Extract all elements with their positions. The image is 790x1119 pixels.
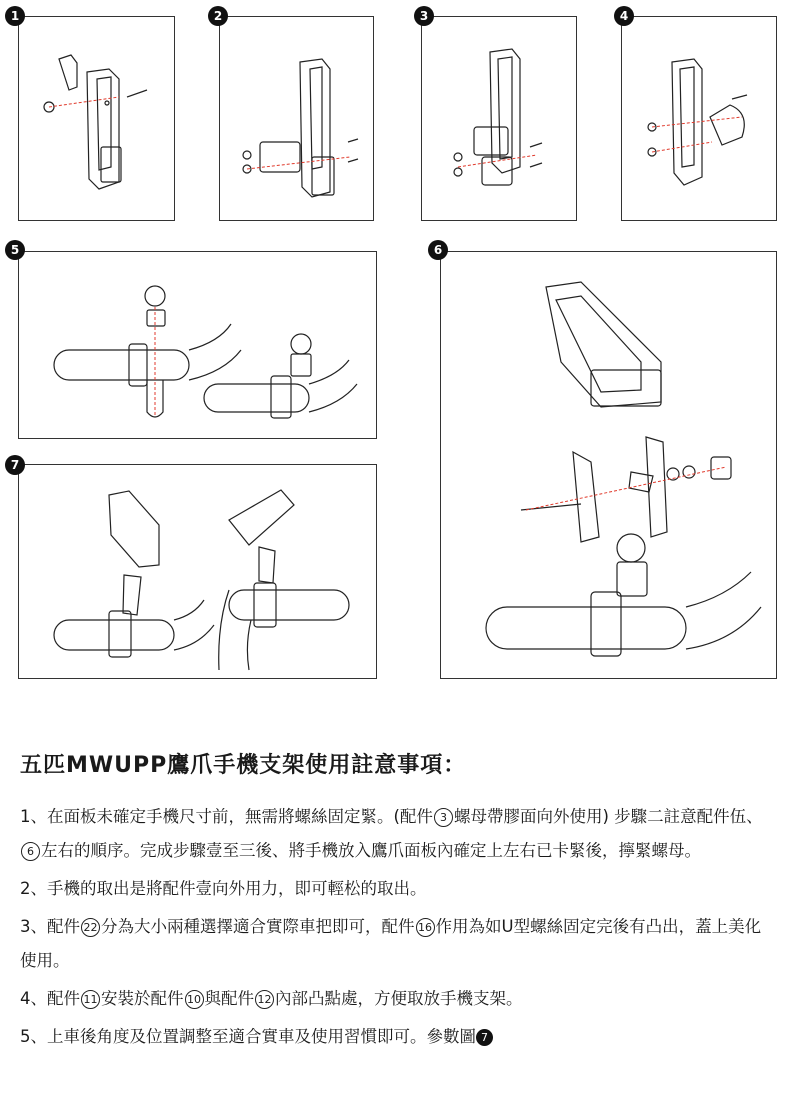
step-5-diagram (19, 252, 376, 438)
step-badge-7: 7 (5, 455, 25, 475)
step-panel-6 (440, 251, 777, 679)
figure-reference-badge: 7 (476, 1029, 493, 1046)
part-number-badge: 12 (255, 990, 274, 1009)
step-1-diagram (19, 17, 174, 220)
part-number-badge: 3 (434, 808, 453, 827)
step-panel-3 (421, 16, 577, 221)
note-4: 4、配件 11 安裝於配件 10 與配件 12 內部凸點處，方便取放手機支架。 (20, 989, 523, 1008)
step-badge-3: 3 (414, 6, 434, 26)
step-badge-6: 6 (428, 240, 448, 260)
step-badge-2: 2 (208, 6, 228, 26)
note-2: 2、手機的取出是將配件壹向外用力，即可輕松的取出。 (20, 879, 427, 898)
step-panel-4 (621, 16, 777, 221)
notes-list (20, 800, 775, 1058)
step-panel-7 (18, 464, 377, 679)
part-number-badge: 6 (21, 842, 40, 861)
step-3-diagram (422, 17, 576, 220)
step-4-diagram (622, 17, 776, 220)
step-badge-1: 1 (5, 6, 25, 26)
step-badge-5: 5 (5, 240, 25, 260)
step-6-diagram (441, 252, 776, 678)
step-panel-5 (18, 251, 377, 439)
note-5: 5、上車後角度及位置調整至適合實車及使用習慣即可。參數圖 7 (20, 1020, 775, 1054)
step-panel-2 (219, 16, 374, 221)
step-badge-4: 4 (614, 6, 634, 26)
page-title: 五匹MWUPP鷹爪手機支架使用註意事項： (20, 753, 467, 778)
part-number-badge: 11 (81, 990, 100, 1009)
part-number-badge: 10 (185, 990, 204, 1009)
note-1: 1、在面板未確定手機尺寸前，無需將螺絲固定緊。(配件 3 螺母帶膠面向外使用) 步驟二註意配件伍、6 左右的順序。完成步驟壹至三後、將手機放入鷹爪面板內確定上左右已卡緊後，擰緊螺母。 (20, 807, 763, 860)
step-7-diagram (19, 465, 376, 678)
part-number-badge: 16 (416, 918, 435, 937)
note-3: 3、配件 22 分為大小兩種選擇適合實際車把即可，配件 16 作用為如U型螺絲固定完後有凸出，蓋上美化使用。 (20, 917, 762, 970)
part-number-badge: 22 (81, 918, 100, 937)
step-panel-1 (18, 16, 175, 221)
step-2-diagram (220, 17, 373, 220)
